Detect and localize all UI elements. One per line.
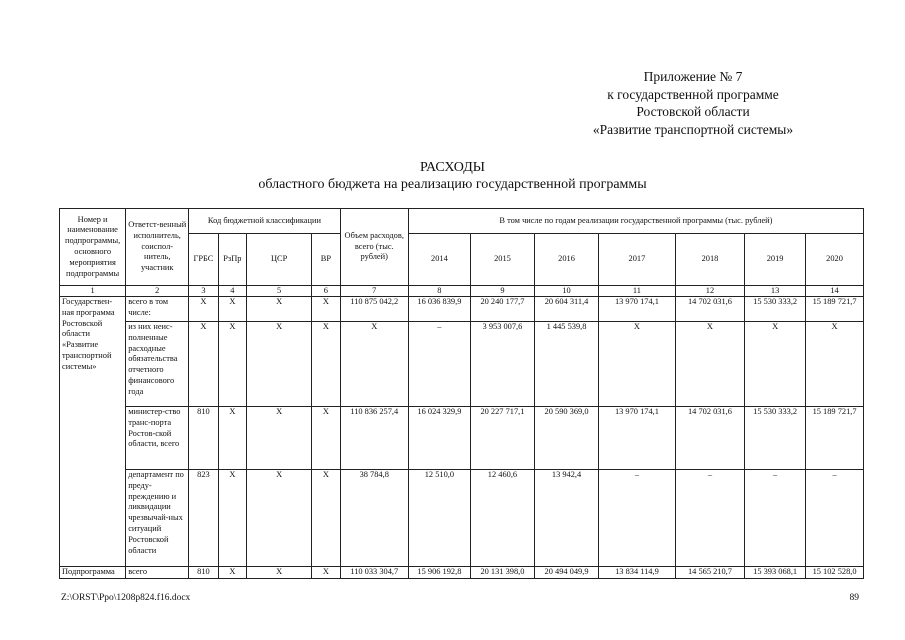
header-responsible: Ответст-венный исполнитель, соиспол-нитель, участник — [126, 209, 189, 286]
appendix-header — [543, 68, 843, 138]
table-row — [60, 407, 864, 470]
grbs-cell: Х — [189, 297, 218, 322]
year-cell: Х — [806, 322, 864, 407]
document-title: РАСХОДЫ — [420, 160, 485, 175]
year-cell: 15 530 333,2 — [745, 297, 806, 322]
table-row — [60, 322, 864, 407]
year-cell: 20 590 369,0 — [534, 407, 598, 470]
total-cell: 110 033 304,7 — [340, 567, 408, 579]
year-cell: 13 970 174,1 — [599, 407, 676, 470]
header-program-name: Номер и наименование подпрограммы, основного мероприятия подпрограммы — [60, 209, 126, 286]
vr-cell: Х — [312, 567, 340, 579]
year-cell: 13 834 114,9 — [599, 567, 676, 579]
year-cell: 16 024 329,9 — [408, 407, 470, 470]
year-cell: 20 131 398,0 — [470, 567, 534, 579]
year-cell: 15 189 721,7 — [806, 297, 864, 322]
csr-cell: Х — [247, 407, 312, 470]
grbs-cell: 823 — [189, 470, 218, 567]
year-cell: 20 604 311,4 — [534, 297, 598, 322]
rzpr-cell: Х — [218, 470, 246, 567]
column-number: 1 — [60, 286, 126, 297]
column-number: 10 — [534, 286, 598, 297]
grbs-cell: 810 — [189, 567, 218, 579]
csr-cell: Х — [247, 322, 312, 407]
rzpr-cell: Х — [218, 407, 246, 470]
column-number-row — [60, 286, 864, 297]
column-number: 11 — [599, 286, 676, 297]
year-cell: 15 530 333,2 — [745, 407, 806, 470]
document-subtitle: областного бюджета на реализацию государственной программы — [258, 177, 647, 192]
year-cell: 12 510,0 — [408, 470, 470, 567]
header-year: 2017 — [599, 234, 676, 286]
vr-cell: Х — [312, 322, 340, 407]
column-number: 4 — [218, 286, 246, 297]
csr-cell: Х — [247, 297, 312, 322]
total-cell: 110 875 042,2 — [340, 297, 408, 322]
column-number: 8 — [408, 286, 470, 297]
year-cell: 20 494 049,9 — [534, 567, 598, 579]
participant-cell: всего в том числе: — [126, 297, 189, 322]
subprogram-name-cell: Подпрограмма — [60, 567, 126, 579]
year-cell: – — [408, 322, 470, 407]
year-cell: 3 953 007,6 — [470, 322, 534, 407]
year-cell: 13 942,4 — [534, 470, 598, 567]
column-number: 7 — [340, 286, 408, 297]
column-number: 3 — [189, 286, 218, 297]
table-row — [60, 297, 864, 322]
total-cell: 110 836 257,4 — [340, 407, 408, 470]
year-cell: 14 702 031,6 — [675, 407, 744, 470]
year-cell: 20 240 177,7 — [470, 297, 534, 322]
year-cell: 14 565 210,7 — [675, 567, 744, 579]
header-csr: ЦСР — [247, 234, 312, 286]
year-cell: – — [806, 470, 864, 567]
participant-cell: департамент по преду-преждению и ликвидации чрезвычай-ных ситуаций Ростовской области — [126, 470, 189, 567]
participant-cell: министер-ство транс-порта Ростов-ской области, всего — [126, 407, 189, 470]
year-cell: – — [745, 470, 806, 567]
vr-cell: Х — [312, 297, 340, 322]
header-year: 2014 — [408, 234, 470, 286]
year-cell: 16 036 839,9 — [408, 297, 470, 322]
column-number: 5 — [247, 286, 312, 297]
year-cell: – — [675, 470, 744, 567]
rzpr-cell: Х — [218, 297, 246, 322]
rzpr-cell: Х — [218, 322, 246, 407]
year-cell: Х — [745, 322, 806, 407]
column-number: 2 — [126, 286, 189, 297]
footer-file-path: Z:\ORST\Ppo\1208p824.f16.docx — [61, 593, 191, 603]
total-cell: 38 784,8 — [340, 470, 408, 567]
grbs-cell: 810 — [189, 407, 218, 470]
footer-page-number: 89 — [849, 593, 859, 603]
table-row — [60, 470, 864, 567]
participant-cell: из них неис-полненные расходные обязательства отчетного финансового года — [126, 322, 189, 407]
column-number: 12 — [675, 286, 744, 297]
rzpr-cell: Х — [218, 567, 246, 579]
expenses-table — [59, 208, 864, 579]
year-cell: 14 702 031,6 — [675, 297, 744, 322]
year-cell: 13 970 174,1 — [599, 297, 676, 322]
csr-cell: Х — [247, 470, 312, 567]
year-cell: 15 906 192,8 — [408, 567, 470, 579]
header-year: 2020 — [806, 234, 864, 286]
header-vr: ВР — [312, 234, 340, 286]
year-cell: 20 227 717,1 — [470, 407, 534, 470]
column-number: 9 — [470, 286, 534, 297]
appendix-line-2: к государственной программе — [607, 86, 779, 102]
table-row — [60, 567, 864, 579]
year-cell: – — [599, 470, 676, 567]
grbs-cell: Х — [189, 322, 218, 407]
year-cell: 1 445 539,8 — [534, 322, 598, 407]
vr-cell: Х — [312, 470, 340, 567]
header-year: 2016 — [534, 234, 598, 286]
year-cell: 12 460,6 — [470, 470, 534, 567]
appendix-line-1: Приложение № 7 — [643, 69, 743, 84]
year-cell: 15 189 721,7 — [806, 407, 864, 470]
column-number: 14 — [806, 286, 864, 297]
appendix-line-4: «Развитие транспортной системы» — [592, 121, 794, 137]
year-cell: 15 102 528,0 — [806, 567, 864, 579]
program-name-cell: Государствен-ная программа Ростовской области «Развитие транспортной системы» — [60, 297, 126, 567]
participant-cell: всего — [126, 567, 189, 579]
header-year: 2018 — [675, 234, 744, 286]
header-budget-code: Код бюджетной классификации — [189, 209, 340, 234]
total-cell: Х — [340, 322, 408, 407]
year-cell: 15 393 068,1 — [745, 567, 806, 579]
vr-cell: Х — [312, 407, 340, 470]
header-years-group: В том числе по годам реализации государственной программы (тыс. рублей) — [408, 209, 863, 234]
header-year: 2019 — [745, 234, 806, 286]
appendix-line-3: Ростовской области — [636, 104, 750, 119]
year-cell: Х — [675, 322, 744, 407]
column-number: 13 — [745, 286, 806, 297]
header-grbs: ГРБС — [189, 234, 218, 286]
year-cell: Х — [599, 322, 676, 407]
csr-cell: Х — [247, 567, 312, 579]
header-year: 2015 — [470, 234, 534, 286]
column-number: 6 — [312, 286, 340, 297]
header-volume: Объем расходов, всего (тыс. рублей) — [340, 209, 408, 286]
header-rzpr: РзПр — [218, 234, 246, 286]
